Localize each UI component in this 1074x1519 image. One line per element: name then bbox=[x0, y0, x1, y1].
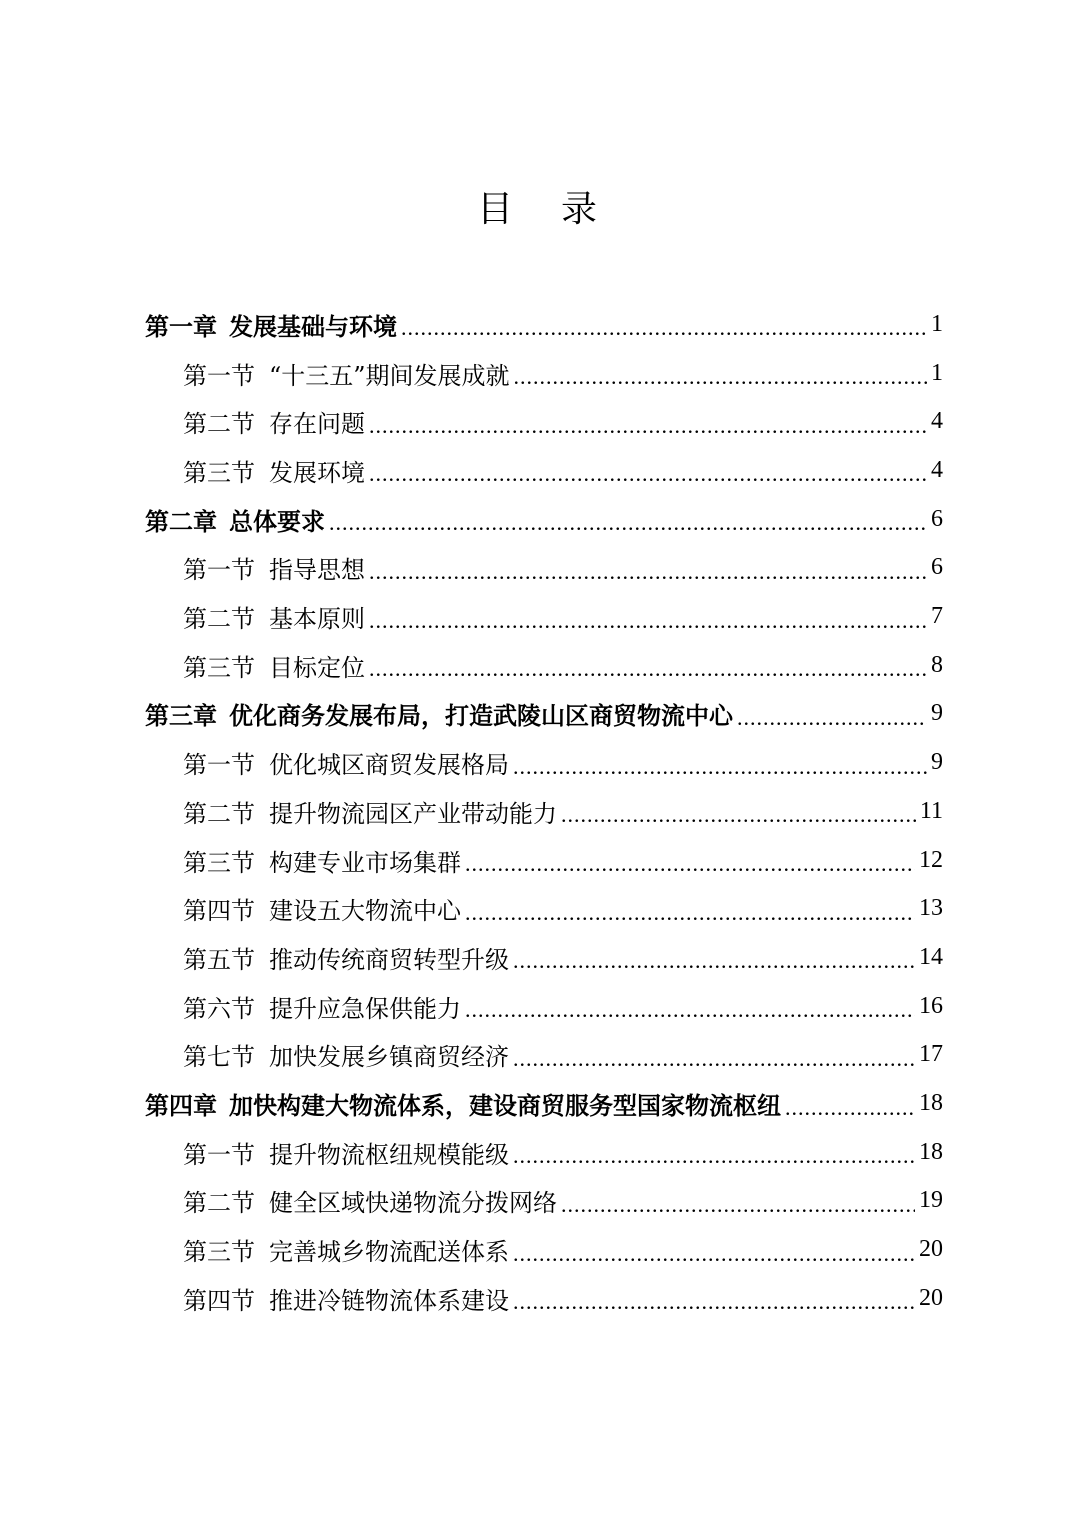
toc-entry-text: 优化城区商贸发展格局 bbox=[269, 751, 509, 780]
dot-leader bbox=[465, 900, 915, 926]
toc-page-number: 16 bbox=[919, 992, 943, 1019]
toc-entry-number: 第一章 bbox=[145, 312, 217, 341]
dot-leader bbox=[369, 413, 927, 439]
toc-page-number: 14 bbox=[919, 943, 943, 970]
toc-entry-number: 第二节 bbox=[183, 605, 255, 634]
toc-page-number: 20 bbox=[919, 1236, 943, 1263]
toc-entry-text: 指导思想 bbox=[269, 556, 365, 585]
toc-entry-number: 第七节 bbox=[183, 1043, 255, 1072]
toc-entry-number: 第一节 bbox=[183, 361, 255, 390]
toc-section-entry[interactable] bbox=[183, 982, 943, 1031]
toc-page-number: 9 bbox=[931, 700, 943, 727]
toc-section-entry[interactable] bbox=[183, 1225, 943, 1274]
dot-leader bbox=[369, 608, 927, 634]
toc-entry-text: 建设五大物流中心 bbox=[269, 897, 461, 926]
toc-entry-number: 第二节 bbox=[183, 410, 255, 439]
toc-chapter-entry[interactable] bbox=[145, 300, 943, 349]
toc-entry-label bbox=[183, 1183, 557, 1218]
toc-entry-label bbox=[183, 940, 509, 975]
toc-entry-text: 加快发展乡镇商贸经济 bbox=[269, 1043, 509, 1072]
toc-section-entry[interactable] bbox=[183, 933, 943, 982]
dot-leader bbox=[465, 851, 915, 877]
toc-entry-label bbox=[183, 356, 510, 391]
toc-entry-number: 第四章 bbox=[145, 1092, 217, 1121]
toc-chapter-entry[interactable] bbox=[145, 1079, 943, 1128]
toc-entry-number: 第三章 bbox=[145, 702, 217, 731]
toc-title-char: 目 bbox=[476, 189, 513, 230]
toc-page-number: 18 bbox=[919, 1138, 943, 1165]
toc-page-number: 7 bbox=[931, 603, 943, 630]
toc-entry-number: 第二节 bbox=[183, 799, 255, 828]
toc-entry-label bbox=[183, 1232, 509, 1267]
toc-entry-label bbox=[183, 599, 365, 634]
toc-section-entry[interactable] bbox=[183, 1128, 943, 1177]
toc-entry-label bbox=[183, 794, 557, 829]
dot-leader bbox=[369, 656, 927, 682]
toc-page-number: 12 bbox=[919, 846, 943, 873]
toc-title-char: 录 bbox=[561, 189, 598, 230]
toc-entry-text: 提升应急保供能力 bbox=[269, 994, 461, 1023]
toc-section-entry[interactable] bbox=[183, 544, 943, 593]
dot-leader bbox=[369, 461, 927, 487]
toc-entry-number: 第一节 bbox=[183, 556, 255, 585]
toc-entry-text: 加快构建大物流体系，建设商贸服务型国家物流枢纽 bbox=[229, 1092, 781, 1121]
toc-entry-number: 第三节 bbox=[183, 1238, 255, 1267]
dot-leader bbox=[785, 1095, 915, 1121]
toc-chapter-entry[interactable] bbox=[145, 495, 943, 544]
toc-entry-label bbox=[183, 550, 365, 585]
toc-page-number: 20 bbox=[919, 1284, 943, 1311]
toc-entry-text: 总体要求 bbox=[229, 507, 325, 536]
toc-section-entry[interactable] bbox=[183, 349, 943, 398]
toc-section-entry[interactable] bbox=[183, 592, 943, 641]
dot-leader bbox=[513, 1241, 915, 1267]
toc-entry-number: 第三节 bbox=[183, 653, 255, 682]
toc-page-number: 8 bbox=[931, 651, 943, 678]
toc-entry-number: 第二章 bbox=[145, 507, 217, 536]
toc-entry-number: 第五节 bbox=[183, 945, 255, 974]
toc-entry-text: 提升物流枢纽规模能级 bbox=[269, 1140, 509, 1169]
dot-leader bbox=[561, 1192, 915, 1218]
toc-entry-number: 第二节 bbox=[183, 1189, 255, 1218]
dot-leader bbox=[513, 1046, 915, 1072]
toc-entry-label bbox=[145, 307, 397, 342]
toc-section-entry[interactable] bbox=[183, 738, 943, 787]
toc-entry-label bbox=[145, 696, 733, 731]
dot-leader bbox=[369, 559, 927, 585]
toc-entry-label bbox=[183, 745, 509, 780]
toc-entry-text: 存在问题 bbox=[269, 410, 365, 439]
toc-section-entry[interactable] bbox=[183, 1274, 943, 1323]
toc-entry-text: 构建专业市场集群 bbox=[269, 848, 461, 877]
dot-leader bbox=[514, 364, 927, 390]
toc-entry-label bbox=[183, 453, 365, 488]
toc-entry-number: 第六节 bbox=[183, 994, 255, 1023]
toc-entry-number: 第一节 bbox=[183, 751, 255, 780]
toc-section-entry[interactable] bbox=[183, 446, 943, 495]
toc-entry-label bbox=[145, 1086, 781, 1121]
toc-section-entry[interactable] bbox=[183, 787, 943, 836]
dot-leader bbox=[513, 1289, 915, 1315]
toc-chapter-entry[interactable] bbox=[145, 690, 943, 739]
toc-section-entry[interactable] bbox=[183, 1177, 943, 1226]
dot-leader bbox=[329, 510, 927, 536]
toc-entry-text: “十三五”期间发展成就 bbox=[269, 361, 510, 390]
toc-title bbox=[0, 186, 1074, 234]
toc-page-number: 1 bbox=[931, 310, 943, 337]
toc-section-entry[interactable] bbox=[183, 641, 943, 690]
toc-section-entry[interactable] bbox=[183, 1031, 943, 1080]
toc-page-number: 9 bbox=[931, 749, 943, 776]
dot-leader bbox=[513, 754, 927, 780]
toc-page-number: 1 bbox=[931, 359, 943, 386]
toc-entry-label bbox=[183, 843, 461, 878]
toc-entry-label bbox=[183, 648, 365, 683]
toc-page-number: 19 bbox=[919, 1187, 943, 1214]
toc-section-entry[interactable] bbox=[183, 836, 943, 885]
toc-entry-label bbox=[183, 1135, 509, 1170]
toc-entry-text: 提升物流园区产业带动能力 bbox=[269, 799, 557, 828]
toc-entry-text: 健全区域快递物流分拨网络 bbox=[269, 1189, 557, 1218]
toc-entry-text: 优化商务发展布局，打造武陵山区商贸物流中心 bbox=[229, 702, 733, 731]
toc-page-number: 4 bbox=[931, 456, 943, 483]
toc-entry-label bbox=[183, 891, 461, 926]
dot-leader bbox=[401, 315, 927, 341]
toc-section-entry[interactable] bbox=[183, 884, 943, 933]
toc-entry-label bbox=[183, 989, 461, 1024]
toc-page-number: 6 bbox=[931, 554, 943, 581]
toc-page-number: 17 bbox=[919, 1041, 943, 1068]
toc-entry-text: 发展基础与环境 bbox=[229, 312, 397, 341]
toc-entry-text: 推进冷链物流体系建设 bbox=[269, 1286, 509, 1315]
toc-section-entry[interactable] bbox=[183, 397, 943, 446]
toc-entry-label bbox=[183, 404, 365, 439]
toc-entry-number: 第三节 bbox=[183, 458, 255, 487]
toc-entry-text: 目标定位 bbox=[269, 653, 365, 682]
toc-entry-number: 第四节 bbox=[183, 1286, 255, 1315]
toc-entry-text: 发展环境 bbox=[269, 458, 365, 487]
toc-page-number: 18 bbox=[919, 1090, 943, 1117]
toc-entry-text: 基本原则 bbox=[269, 605, 365, 634]
dot-leader bbox=[465, 997, 915, 1023]
toc-entry-text: 推动传统商贸转型升级 bbox=[269, 945, 509, 974]
toc-page-number: 4 bbox=[931, 408, 943, 435]
dot-leader bbox=[513, 948, 915, 974]
dot-leader bbox=[513, 1143, 915, 1169]
dot-leader bbox=[737, 705, 927, 731]
toc-page-number: 11 bbox=[919, 797, 943, 824]
toc-page-number: 6 bbox=[931, 505, 943, 532]
toc-entry-number: 第四节 bbox=[183, 897, 255, 926]
toc-entry-text: 完善城乡物流配送体系 bbox=[269, 1238, 509, 1267]
toc-entry-label bbox=[183, 1281, 509, 1316]
toc-entry-label bbox=[183, 1037, 509, 1072]
dot-leader bbox=[561, 802, 916, 828]
toc-entry-number: 第三节 bbox=[183, 848, 255, 877]
toc-entry-number: 第一节 bbox=[183, 1140, 255, 1169]
toc-entry-label bbox=[145, 502, 325, 537]
toc-page-number: 13 bbox=[919, 895, 943, 922]
